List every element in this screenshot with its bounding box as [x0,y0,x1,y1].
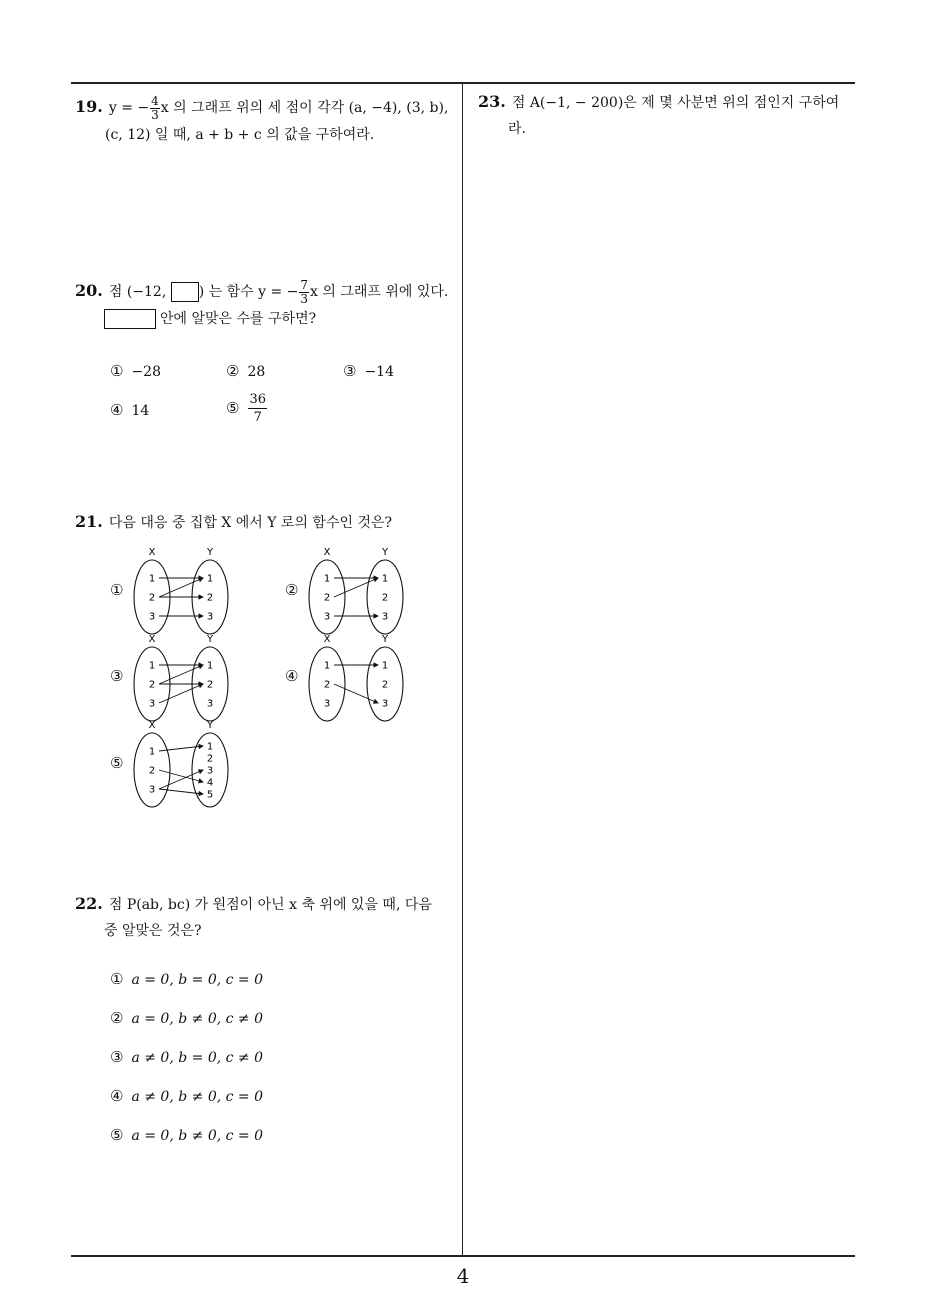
option-mark: ① [110,362,124,380]
set-y-element: 3 [381,611,389,623]
option-mark: ③ [110,1048,124,1066]
set-x-label: X [148,547,156,558]
set-y-label: Y [206,720,214,731]
option-mark: ② [226,362,240,380]
mapping-arrow [159,770,203,789]
set-y-element: 1 [206,660,214,672]
option-mark: ② [285,581,299,599]
option-mark: ④ [110,1087,124,1105]
option-value: a = 0, b ≠ 0, c ≠ 0 [131,1011,264,1027]
set-y-label: Y [381,634,389,645]
option-mark: ① [110,581,124,599]
set-y-element: 2 [206,753,214,765]
question-text: 다음 대응 중 집합 X 에서 Y 로의 함수인 것은? [108,515,392,531]
option-mark: ② [110,1009,124,1027]
set-y-element: 4 [206,777,214,789]
q22-option-5[interactable] [110,1126,263,1144]
question-number: 22. [75,894,103,913]
option-value: a = 0, b ≠ 0, c = 0 [131,1128,264,1144]
q22-option-4[interactable] [110,1087,263,1105]
set-x-element: 1 [148,660,156,672]
set-y-element: 3 [381,698,389,710]
set-x-element: 2 [323,592,331,604]
q22-option-1[interactable] [110,970,263,988]
mapping-arrow [159,665,203,684]
question-text: 라. [508,121,526,137]
q22-option-3[interactable] [110,1048,263,1066]
option-mark: ③ [110,667,124,685]
set-x-element: 2 [148,679,156,691]
question-number: 21. [75,512,103,531]
set-y-element: 5 [206,789,214,801]
numerator: 7 [300,277,309,292]
mapping-arrow [159,770,203,782]
question-text: 중 알맞은 것은? [104,923,202,939]
option-value: a ≠ 0, b = 0, c ≠ 0 [131,1050,264,1066]
option-mark: ⑤ [110,1126,124,1144]
mapping-arrow [159,684,203,703]
q22-option-2[interactable] [110,1009,263,1027]
question-19-line2: (c, 12) 일 때, a + b + c 의 값을 구하여라. [105,126,375,143]
option-value: a = 0, b = 0, c = 0 [131,972,264,988]
equation-part: y = − [108,100,150,116]
option-mark: ⑤ [226,398,240,417]
set-x-element: 1 [323,573,331,585]
set-x-label: X [323,547,331,558]
set-y-label: Y [381,547,389,558]
option-mark: ④ [285,667,299,685]
page-number: 4 [456,1264,470,1288]
set-y-element: 2 [381,679,389,691]
set-y-element: 3 [206,611,214,623]
question-22 [75,891,460,944]
option-mark: ⑤ [110,754,124,772]
set-y-element: 1 [206,573,214,585]
question-number: 23. [478,92,506,111]
set-x-element: 3 [323,611,331,623]
set-x-element: 3 [148,698,156,710]
set-y-label: Y [206,634,214,645]
question-text: x 의 그래프 위의 세 점이 각각 (a, −4), (3, b), [160,100,449,116]
set-x-element: 2 [148,592,156,604]
question-text: 점 (−12, [108,284,167,300]
question-text: 점 P(ab, bc) 가 원점이 아닌 x 축 위에 있을 때, 다음 [108,897,432,913]
denominator: 7 [253,410,262,425]
set-x-element: 2 [323,679,331,691]
question-number: 20. [75,281,103,300]
set-x-label: X [323,634,331,645]
set-y-element: 2 [206,679,214,691]
denominator: 3 [300,291,309,306]
option-value: 28 [247,364,266,380]
question-text: 안에 알맞은 수를 구하면? [160,310,317,327]
set-x-element: 1 [148,573,156,585]
set-x-element: 3 [323,698,331,710]
set-x-element: 1 [323,660,331,672]
set-y-element: 2 [381,592,389,604]
option-value: −28 [131,364,161,380]
option-mark: ④ [110,401,124,419]
numerator: 4 [151,93,159,108]
option-mark: ① [110,970,124,988]
set-y-element: 2 [206,592,214,604]
question-text: ) 는 함수 y = − [198,284,299,300]
mapping-arrow [334,684,378,703]
set-y-element: 1 [381,573,389,585]
mapping-arrow [334,578,378,597]
set-x-label: X [148,634,156,645]
option-mark: ③ [343,362,357,380]
set-y-element: 1 [381,660,389,672]
question-text: x 의 그래프 위에 있다. [310,284,449,300]
option-value: 14 [131,403,150,419]
mapping-arrow [159,578,203,597]
set-x-label: X [148,720,156,731]
option-value: a ≠ 0, b ≠ 0, c = 0 [131,1089,264,1105]
set-y-element: 1 [206,741,214,753]
set-y-element: 3 [206,698,214,710]
question-23 [478,89,858,142]
question-number: 19. [75,97,103,116]
set-y-label: Y [206,547,214,558]
option-value: −14 [364,364,394,380]
set-x-element: 3 [148,784,156,796]
question-text: 점 A(−1, − 200)은 제 몇 사분면 위의 점인지 구하여 [511,95,840,111]
set-y-element: 3 [206,765,214,777]
set-x-element: 1 [148,746,156,758]
set-x-element: 2 [148,765,156,777]
set-x-element: 3 [148,611,156,623]
numerator: 36 [249,392,266,407]
denominator: 3 [151,107,159,122]
